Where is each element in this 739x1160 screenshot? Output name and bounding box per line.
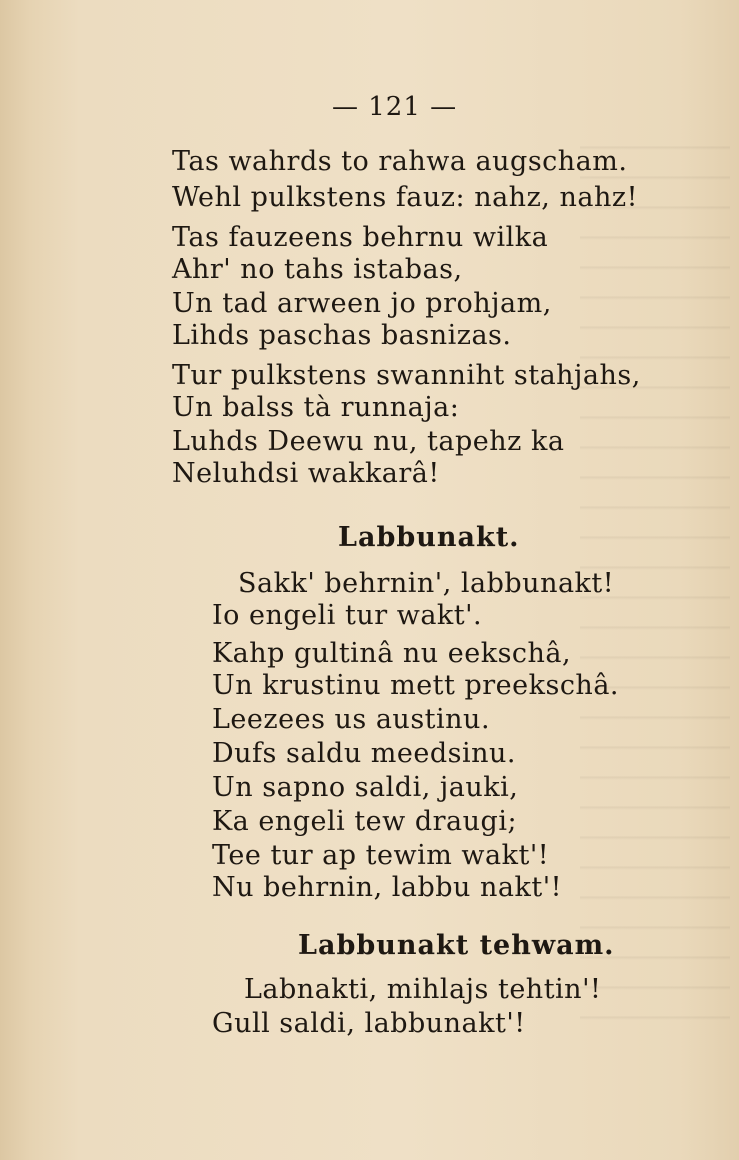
text-line: Tas fauzeens behrnu wilka [172,222,549,253]
text-line: Un sapno saldi, jauki, [212,772,519,803]
text-line: Nu behrnin, labbu nakt'! [212,872,562,903]
page-number: — 121 — [332,92,458,122]
text-line: Gull saldi, labbunakt'! [212,1008,526,1039]
text-line: Lihds paschas basnizas. [172,320,512,351]
text-line: Un balss tà runnaja: [172,392,460,423]
text-line: Tee tur ap tewim wakt'! [212,840,550,871]
text-line: Kahp gultinâ nu eekschâ, [212,638,572,669]
text-line: Neluhdsi wakkarâ! [172,458,440,489]
text-line: Un tad arween jo prohjam, [172,288,552,319]
text-line: Tas wahrds to rahwa augscham. [172,146,628,177]
text-line: Labnakti, mihlajs tehtin'! [244,974,602,1005]
text-line: Tur pulkstens swanniht stahjahs, [172,360,641,391]
text-line: Io engeli tur wakt'. [212,600,483,631]
text-line: Un krustinu mett preekschâ. [212,670,620,701]
text-line: Wehl pulkstens fauz: nahz, nahz! [172,182,638,213]
text-line: Leezees us austinu. [212,704,491,735]
text-line: Luhds Deewu nu, tapehz ka [172,426,565,457]
text-line: Dufs saldu meedsinu. [212,738,517,769]
text-line: Ahr' no tahs istabas, [172,254,463,285]
text-line: Sakk' behrnin', labbunakt! [238,568,615,599]
section-title: Labbunakt tehwam. [298,930,615,961]
section-title: Labbunakt. [338,522,520,553]
text-line: Ka engeli tew draugi; [212,806,518,837]
